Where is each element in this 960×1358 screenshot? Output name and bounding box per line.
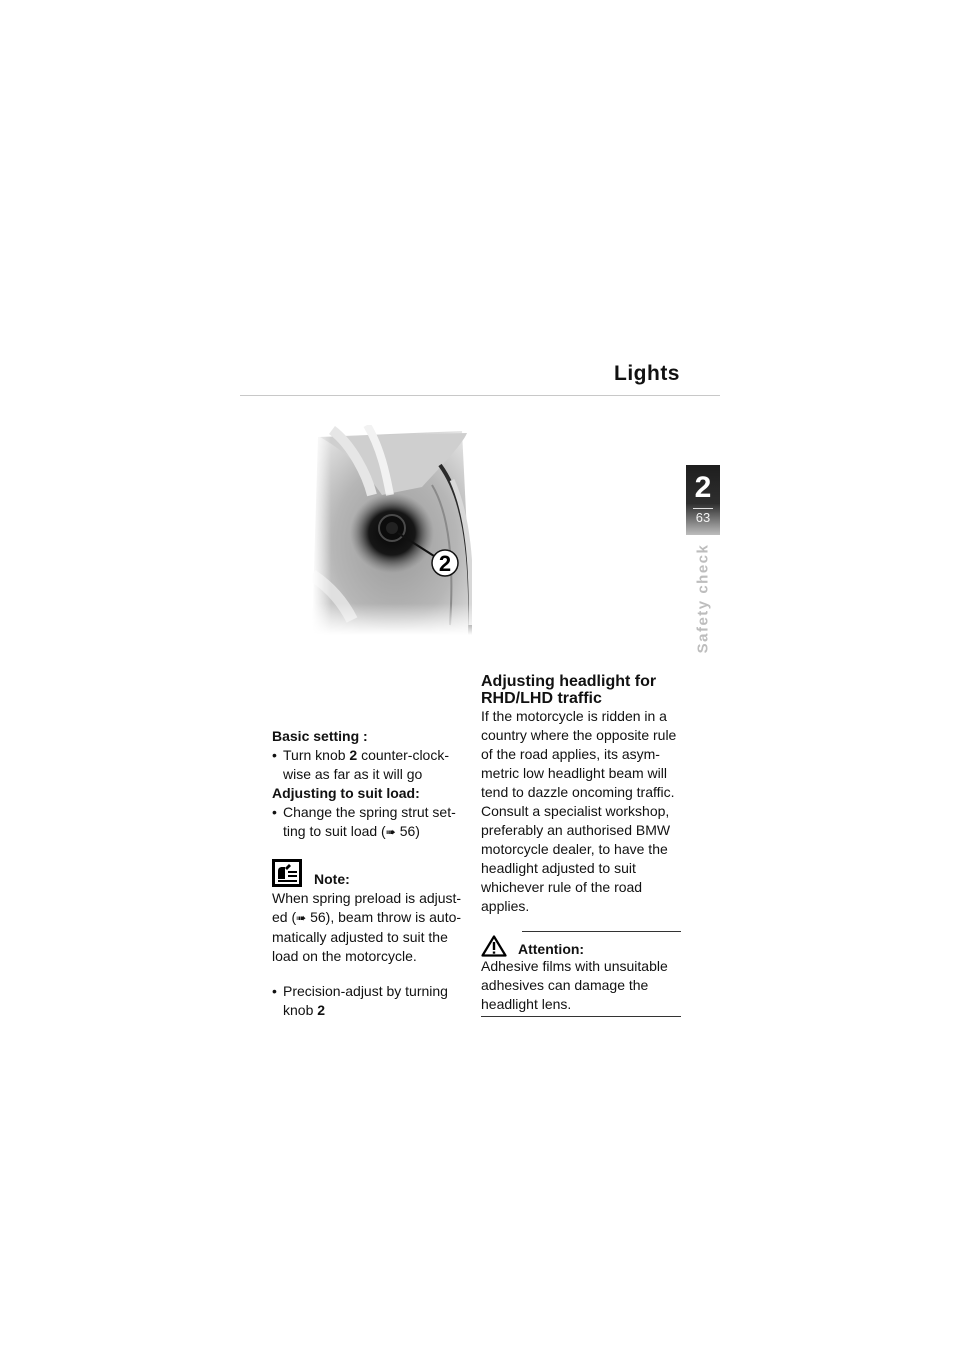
list-item bbox=[272, 803, 467, 842]
spacer bbox=[272, 966, 467, 982]
attention-label: Attention: bbox=[518, 941, 585, 957]
bullet-text: Precision-adjust by turning knob bbox=[283, 983, 448, 1018]
bullet-glyph: • bbox=[272, 983, 277, 999]
note-label: Note: bbox=[314, 871, 350, 887]
knob-photo bbox=[312, 425, 472, 635]
page-number: 63 bbox=[695, 510, 711, 525]
chapter-divider bbox=[693, 508, 713, 509]
note-text-part: ), beam throw is auto-matically adjusted to suit the load on the motorcycle. bbox=[272, 909, 462, 964]
bullet-glyph: • bbox=[272, 804, 277, 820]
side-section-text: Safety check bbox=[694, 543, 712, 654]
note-text-part: When spring preload is adjust-ed ( bbox=[272, 890, 462, 925]
note-icon bbox=[272, 859, 302, 887]
section-body: If the motorcycle is ridden in a country where the opposite rule of the road applies, its asym-metric low headlight beam will tend to dazzle oncoming traffic. Consult a specialist workshop, preferably an authorised BMW motorcycle dealer, to have the headlight adjusted to suit whichever rule of the road applies. bbox=[481, 708, 677, 914]
figure-callout: 2 bbox=[438, 551, 452, 576]
bullet-text: counter-clock-wise as far as it will go bbox=[283, 747, 450, 782]
adjust-heading: Adjusting to suit load: bbox=[272, 785, 420, 801]
note-text bbox=[272, 889, 467, 966]
note-block bbox=[272, 857, 467, 966]
page-reference-link[interactable]: 56 bbox=[310, 909, 326, 925]
attention-text: Adhesive films with unsuitable adhesives can damage the headlight lens. bbox=[481, 958, 668, 1012]
list-item bbox=[272, 746, 467, 784]
page-ref-arrow-icon: ➠ bbox=[296, 911, 307, 925]
bullet-glyph: • bbox=[272, 747, 277, 763]
attention-block bbox=[481, 931, 681, 1017]
section-heading: Adjusting headlight for RHD/LHD traffic bbox=[481, 673, 657, 707]
right-column bbox=[481, 673, 681, 1017]
page-ref-arrow-icon: ➠ bbox=[385, 825, 396, 839]
basic-setting-heading: Basic setting : bbox=[272, 728, 368, 744]
chapter-tab bbox=[686, 465, 720, 535]
warning-triangle-icon bbox=[481, 935, 507, 957]
title-rule bbox=[240, 395, 720, 396]
bullet-text: Change the spring strut set-ting to suit load ( bbox=[283, 804, 456, 839]
chapter-number: 2 bbox=[694, 471, 712, 504]
bullet-text: Turn knob bbox=[283, 747, 350, 763]
attention-rule bbox=[522, 931, 681, 932]
left-column bbox=[272, 727, 467, 1020]
knob-reference: 2 bbox=[317, 1002, 326, 1018]
knob-reference: 2 bbox=[349, 747, 358, 763]
bullet-text: ) bbox=[415, 823, 420, 839]
list-item bbox=[272, 982, 467, 1020]
page-title: Lights bbox=[614, 362, 680, 385]
page-reference-link[interactable]: 56 bbox=[399, 823, 416, 839]
